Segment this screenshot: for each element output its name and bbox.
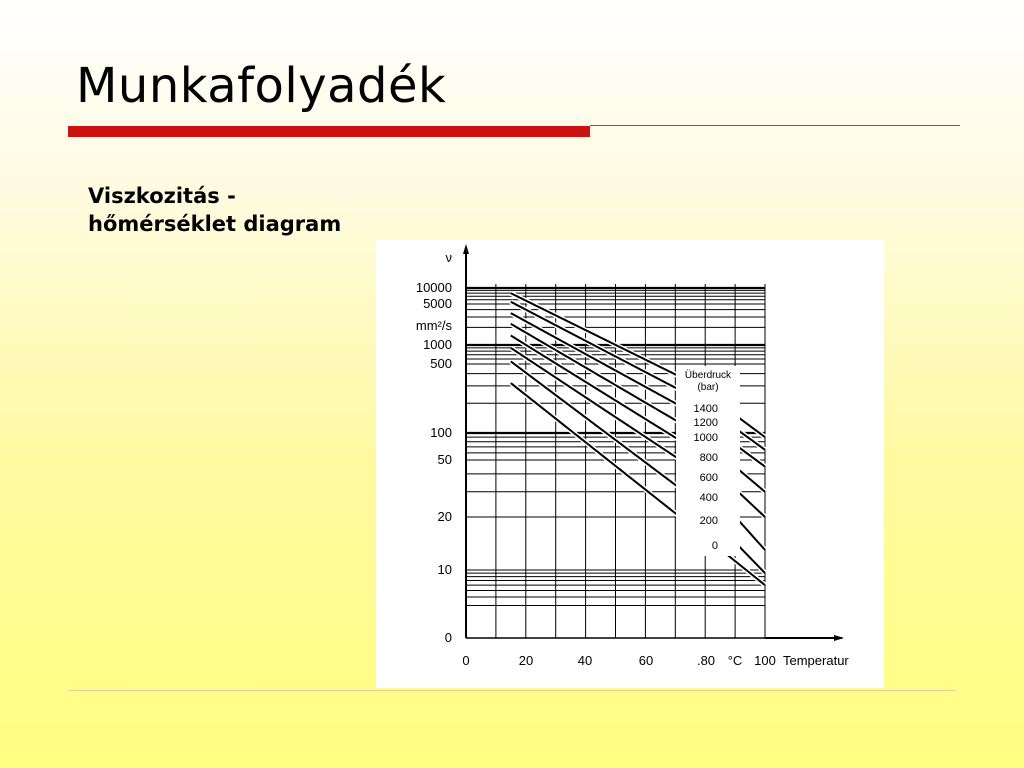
legend-label-0: 0 (711, 540, 718, 552)
viscosity-temperature-chart (376, 240, 884, 688)
y-tick-label: 10000 (415, 280, 452, 295)
x-tick-label: 0 (462, 653, 470, 668)
x-tick-label: .80 (696, 653, 716, 668)
y-tick-label: 1000 (423, 337, 452, 352)
legend-label-600: 600 (699, 472, 718, 484)
legend-title-line-2: (bar) (697, 382, 719, 393)
legend-label-1000: 1000 (693, 432, 718, 444)
x-tick-label: 20 (518, 653, 534, 668)
slide-title: Munkafolyadék (76, 58, 447, 114)
y-tick-label: 10 (437, 562, 452, 577)
x-tick-label: 60 (638, 653, 654, 668)
y-tick-label: 20 (437, 509, 452, 524)
x-tick-label: 40 (577, 653, 593, 668)
viscosity-chart-panel (376, 240, 884, 688)
x-axis-arrow (834, 635, 844, 641)
y-tick-label: 50 (437, 452, 452, 467)
y-unit-label: mm²/s (415, 318, 452, 333)
legend-label-200: 200 (699, 515, 718, 527)
chart-caption-line-1: Viszkozitás - (88, 184, 236, 208)
legend-label-400: 400 (699, 492, 718, 504)
chart-caption (88, 182, 341, 238)
chart-caption-line-2: hőmérséklet diagram (88, 212, 342, 236)
title-underline-accent (68, 126, 590, 137)
y-tick-label: 500 (430, 356, 452, 371)
x-axis-label: Temperatur (783, 653, 849, 668)
y-tick-label: 5000 (423, 296, 452, 311)
legend-label-1400: 1400 (693, 403, 718, 415)
legend-label-800: 800 (699, 452, 718, 464)
legend-label-1200: 1200 (693, 417, 718, 429)
y-tick-label: 0 (444, 630, 452, 645)
x-tick-label: °C (727, 653, 743, 668)
y-axis-arrow (463, 244, 469, 254)
y-tick-label: 100 (430, 425, 452, 440)
legend-title-line-1: Überdruck (684, 370, 732, 381)
x-tick-label: 100 (754, 653, 776, 668)
footer-divider (68, 690, 956, 691)
title-underline-thin (590, 125, 960, 126)
y-axis-symbol: ν (445, 250, 452, 265)
